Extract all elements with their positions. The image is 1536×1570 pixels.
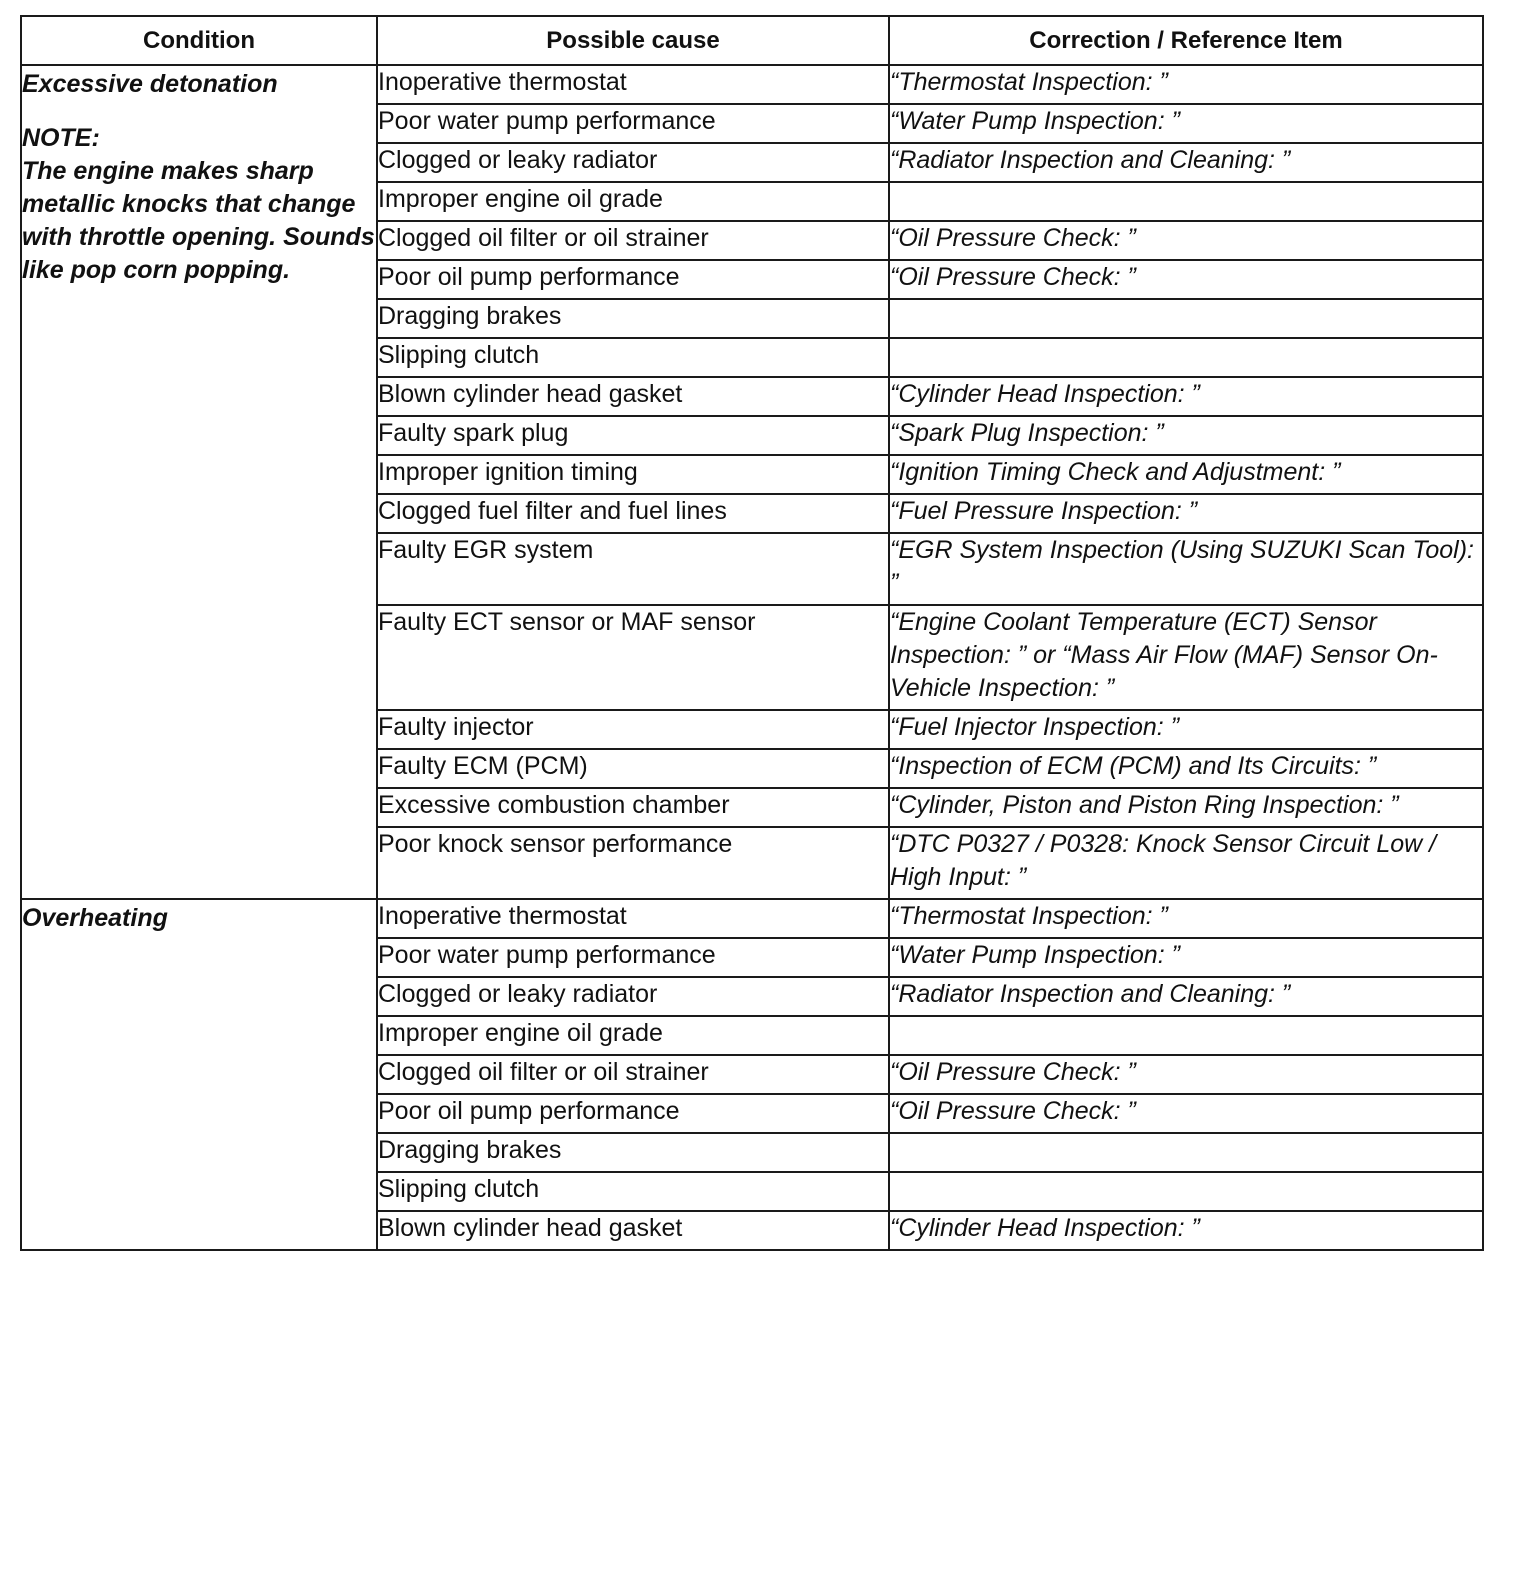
reference-cell: “Water Pump Inspection: ” xyxy=(889,938,1483,977)
condition-title: Overheating xyxy=(22,904,168,932)
cause-cell: Improper engine oil grade xyxy=(377,1016,889,1055)
cause-cell: Faulty spark plug xyxy=(377,416,889,455)
reference-cell: “Oil Pressure Check: ” xyxy=(889,1055,1483,1094)
cause-cell: Dragging brakes xyxy=(377,1133,889,1172)
reference-cell: “Inspection of ECM (PCM) and Its Circuits: ” xyxy=(889,749,1483,788)
cause-cell: Inoperative thermostat xyxy=(377,899,889,938)
cause-cell: Improper engine oil grade xyxy=(377,182,889,221)
cause-cell: Poor oil pump performance xyxy=(377,260,889,299)
diagnosis-table xyxy=(20,15,1484,1251)
cause-cell: Improper ignition timing xyxy=(377,455,889,494)
cause-cell: Blown cylinder head gasket xyxy=(377,1211,889,1250)
cause-cell: Slipping clutch xyxy=(377,1172,889,1211)
reference-cell: “Radiator Inspection and Cleaning: ” xyxy=(889,977,1483,1016)
cause-cell: Excessive combustion chamber xyxy=(377,788,889,827)
cause-cell: Faulty ECT sensor or MAF sensor xyxy=(377,605,889,710)
cause-cell: Clogged or leaky radiator xyxy=(377,143,889,182)
reference-cell: “Cylinder Head Inspection: ” xyxy=(889,377,1483,416)
table-row xyxy=(21,65,1483,104)
reference-cell xyxy=(889,1133,1483,1172)
note-label: NOTE: xyxy=(22,124,100,152)
cause-cell: Inoperative thermostat xyxy=(377,65,889,104)
cause-cell: Faulty EGR system xyxy=(377,533,889,605)
cause-cell: Clogged fuel filter and fuel lines xyxy=(377,494,889,533)
note-text: The engine makes sharp metallic knocks that change with throttle opening. Sounds like pop corn popping. xyxy=(22,157,375,284)
cause-cell: Faulty ECM (PCM) xyxy=(377,749,889,788)
reference-cell xyxy=(889,1016,1483,1055)
reference-cell: “Oil Pressure Check: ” xyxy=(889,221,1483,260)
reference-cell: “Cylinder, Piston and Piston Ring Inspection: ” xyxy=(889,788,1483,827)
reference-cell: “Engine Coolant Temperature (ECT) Sensor Inspection: ” or “Mass Air Flow (MAF) Sensor On-Vehicle Inspection: ” xyxy=(889,605,1483,710)
cause-cell: Poor oil pump performance xyxy=(377,1094,889,1133)
diagnosis-table-sheet xyxy=(20,15,1482,1251)
condition-title: Excessive detonation xyxy=(22,70,278,98)
reference-cell: “Radiator Inspection and Cleaning: ” xyxy=(889,143,1483,182)
header-correction: Correction / Reference Item xyxy=(889,16,1483,65)
reference-cell: “Thermostat Inspection: ” xyxy=(889,65,1483,104)
reference-cell: “Water Pump Inspection: ” xyxy=(889,104,1483,143)
reference-cell: “Fuel Injector Inspection: ” xyxy=(889,710,1483,749)
cause-cell: Poor water pump performance xyxy=(377,938,889,977)
reference-cell: “Spark Plug Inspection: ” xyxy=(889,416,1483,455)
reference-cell: “Oil Pressure Check: ” xyxy=(889,260,1483,299)
reference-cell: “DTC P0327 / P0328: Knock Sensor Circuit Low / High Input: ” xyxy=(889,827,1483,899)
cause-cell: Poor knock sensor performance xyxy=(377,827,889,899)
reference-cell: “EGR System Inspection (Using SUZUKI Scan Tool): ” xyxy=(889,533,1483,605)
reference-cell: “Cylinder Head Inspection: ” xyxy=(889,1211,1483,1250)
reference-cell xyxy=(889,338,1483,377)
reference-cell: “Fuel Pressure Inspection: ” xyxy=(889,494,1483,533)
reference-cell: “Ignition Timing Check and Adjustment: ” xyxy=(889,455,1483,494)
table-row xyxy=(21,899,1483,938)
cause-cell: Faulty injector xyxy=(377,710,889,749)
condition-cell-excessive-detonation xyxy=(21,65,377,899)
cause-cell: Dragging brakes xyxy=(377,299,889,338)
cause-cell: Clogged or leaky radiator xyxy=(377,977,889,1016)
cause-cell: Poor water pump performance xyxy=(377,104,889,143)
condition-cell-overheating xyxy=(21,899,377,1250)
reference-cell: “Thermostat Inspection: ” xyxy=(889,899,1483,938)
reference-cell xyxy=(889,1172,1483,1211)
header-condition: Condition xyxy=(21,16,377,65)
reference-cell xyxy=(889,299,1483,338)
header-possible-cause: Possible cause xyxy=(377,16,889,65)
reference-cell xyxy=(889,182,1483,221)
reference-cell: “Oil Pressure Check: ” xyxy=(889,1094,1483,1133)
cause-cell: Blown cylinder head gasket xyxy=(377,377,889,416)
cause-cell: Slipping clutch xyxy=(377,338,889,377)
header-row xyxy=(21,16,1483,65)
cause-cell: Clogged oil filter or oil strainer xyxy=(377,221,889,260)
cause-cell: Clogged oil filter or oil strainer xyxy=(377,1055,889,1094)
